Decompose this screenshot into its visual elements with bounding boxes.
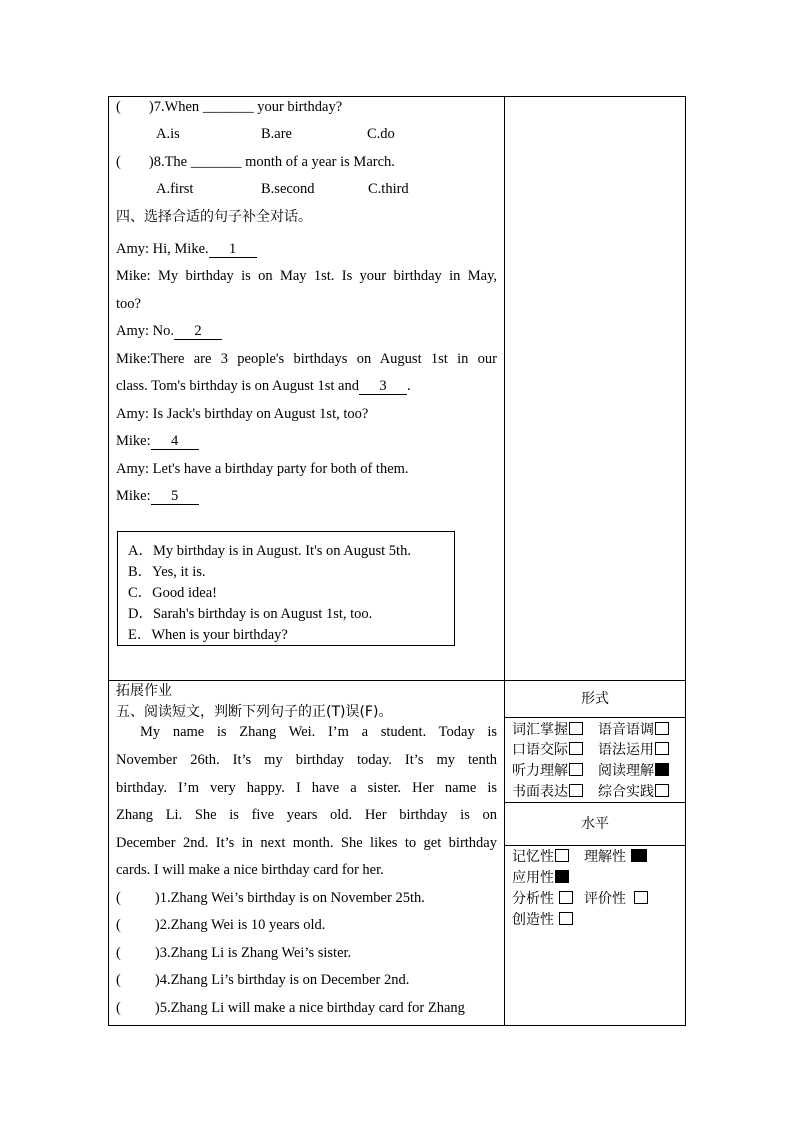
statement-text: 5.Zhang Li will make a nice birthday card for Zhang (159, 1000, 465, 1016)
q8-option-a: A.first (156, 181, 194, 197)
answer-blank-1: 1 (209, 241, 257, 258)
dialogue-line-9: Amy: Let's have a birthday party for both of them. (116, 461, 409, 477)
dialogue-line-1 (116, 240, 257, 258)
question-blank: _______ (190, 154, 242, 170)
dialogue-text: Amy: No. (116, 323, 174, 339)
checkbox-icon[interactable] (634, 891, 648, 904)
q8-option-b: B.second (261, 181, 315, 197)
question-paren-open: ( (116, 154, 121, 170)
form-item-writing (512, 783, 583, 801)
dialogue-line-4 (116, 322, 222, 340)
statement-3: ( )3.Zhang Li is Zhang Wei’s sister. (116, 945, 352, 961)
statement-text: 2.Zhang Wei is 10 years old. (159, 917, 326, 933)
level-item-label: 创造性 (512, 912, 554, 928)
table-top-border (108, 96, 686, 97)
form-item-label: 词汇掌握 (512, 722, 568, 738)
question-paren-close: ) (148, 99, 154, 115)
statement-2: ( )2.Zhang Wei is 10 years old. (116, 917, 326, 933)
level-item-understanding (584, 848, 647, 866)
answer-blank-5: 5 (151, 488, 199, 505)
question-stem-rest: your birthday? (257, 99, 343, 115)
question-stem: 7.When (153, 99, 200, 115)
table-right-border (685, 96, 686, 1026)
option-c: C．Good idea! (128, 585, 217, 601)
dialogue-text-end: . (407, 378, 411, 394)
form-item-label: 语音语调 (598, 722, 654, 738)
level-item-label: 理解性 (584, 849, 626, 865)
level-item-application (512, 869, 569, 887)
question-paren-close: ) (148, 154, 154, 170)
dialogue-line-3: too? (116, 296, 141, 312)
dialogue-line-10 (116, 487, 199, 505)
dialogue-line-6 (116, 377, 411, 395)
level-item-creativity (512, 911, 573, 929)
section-4-title: 四、选择合适的句子补全对话。 (116, 209, 312, 225)
passage-line-3: birthday. I’m very happy. I have a sister. Her name is (116, 780, 497, 796)
statement-text: 4.Zhang Li’s birthday is on December 2nd. (159, 972, 410, 988)
passage-line-2: November 26th. It’s my birthday today. It’s my tenth (116, 752, 497, 768)
question-8 (116, 153, 395, 171)
checkbox-icon[interactable] (555, 849, 569, 862)
question-7 (116, 98, 342, 116)
level-top-divider (504, 802, 686, 803)
checkbox-icon[interactable] (655, 742, 669, 755)
statement-5: ( )5.Zhang Li will make a nice birthday card for Zhang (116, 1000, 465, 1016)
checkbox-icon[interactable] (569, 763, 583, 776)
q8-option-c: C.third (368, 181, 409, 197)
level-item-memory (512, 848, 569, 866)
form-title-divider (504, 717, 686, 718)
dialogue-line-7: Amy: Is Jack's birthday on August 1st, too? (116, 406, 369, 422)
table-bottom-border (108, 1025, 686, 1026)
checkbox-checked-icon[interactable] (655, 763, 669, 776)
statement-text: 1.Zhang Wei’s birthday is on November 25th. (159, 890, 425, 906)
passage-line-6: cards. I will make a nice birthday card for her. (116, 862, 384, 878)
form-item-label: 阅读理解 (598, 763, 654, 779)
dialogue-text: class. Tom's birthday is on August 1st and (116, 378, 359, 394)
checkbox-checked-icon[interactable] (631, 849, 647, 862)
answer-blank-2: 2 (174, 323, 222, 340)
dialogue-text: Mike: (116, 488, 151, 504)
q7-option-a: A.is (156, 126, 180, 142)
checkbox-icon[interactable] (569, 784, 583, 797)
checkbox-icon[interactable] (559, 912, 573, 925)
dialogue-text: Amy: Hi, Mike. (116, 241, 209, 257)
question-paren-open: ( (116, 99, 121, 115)
level-item-label: 应用性 (512, 870, 554, 886)
answer-blank-3: 3 (359, 378, 407, 395)
form-title: 形式 (581, 691, 609, 707)
dialogue-line-5: Mike:There are 3 people's birthdays on August 1st in our (116, 351, 497, 367)
option-a: A．My birthday is in August. It's on August 5th. (128, 543, 411, 559)
form-item-vocabulary (512, 721, 583, 739)
form-item-pronunciation (598, 721, 669, 739)
level-item-label: 分析性 (512, 891, 554, 907)
form-item-speaking (512, 741, 583, 759)
dialogue-text: Mike: (116, 433, 151, 449)
q7-option-b: B.are (261, 126, 292, 142)
form-item-label: 语法运用 (598, 742, 654, 758)
form-item-reading (598, 762, 669, 780)
level-item-label: 评价性 (584, 891, 626, 907)
level-item-evaluation (584, 890, 648, 908)
level-title-divider (504, 845, 686, 846)
level-title: 水平 (581, 816, 609, 832)
question-stem: 8.The (153, 154, 188, 170)
level-item-label: 记忆性 (512, 849, 554, 865)
form-item-label: 听力理解 (512, 763, 568, 779)
q7-option-c: C.do (367, 126, 395, 142)
question-stem-rest: month of a year is March. (245, 154, 395, 170)
form-item-label: 综合实践 (598, 784, 654, 800)
checkbox-icon[interactable] (569, 722, 583, 735)
answer-blank-4: 4 (151, 433, 199, 450)
option-b: B．Yes, it is. (128, 564, 206, 580)
form-item-listening (512, 762, 583, 780)
checkbox-icon[interactable] (569, 742, 583, 755)
dialogue-line-8 (116, 432, 199, 450)
option-d: D．Sarah's birthday is on August 1st, too. (128, 606, 373, 622)
passage-line-5: December 2nd. It’s in next month. She likes to get birthday (116, 835, 497, 851)
statement-1: ( )1.Zhang Wei’s birthday is on November 25th. (116, 890, 425, 906)
row-divider (108, 680, 686, 681)
form-item-practice (598, 783, 669, 801)
column-divider (504, 96, 505, 1026)
form-item-label: 口语交际 (512, 742, 568, 758)
checkbox-icon[interactable] (655, 722, 669, 735)
option-e: E．When is your birthday? (128, 627, 288, 643)
passage-line-1: My name is Zhang Wei. I’m a student. Today is (140, 724, 497, 740)
extension-heading: 拓展作业 (116, 683, 172, 699)
section-5-title: 五、阅读短文，判断下列句子的正(T)误(F)。 (116, 704, 393, 720)
form-item-label: 书面表达 (512, 784, 568, 800)
level-item-analysis (512, 890, 573, 908)
question-blank: _______ (202, 99, 254, 115)
dialogue-line-2: Mike: My birthday is on May 1st. Is your birthday in May, (116, 268, 497, 284)
statement-4: ( )4.Zhang Li’s birthday is on December 2nd. (116, 972, 410, 988)
checkbox-icon[interactable] (655, 784, 669, 797)
table-left-border (108, 96, 109, 1026)
statement-text: 3.Zhang Li is Zhang Wei’s sister. (159, 945, 352, 961)
checkbox-icon[interactable] (559, 891, 573, 904)
passage-line-4: Zhang Li. She is five years old. Her birthday is on (116, 807, 497, 823)
form-item-grammar (598, 741, 669, 759)
checkbox-checked-icon[interactable] (555, 870, 569, 883)
dialogue-options-box (117, 531, 455, 646)
